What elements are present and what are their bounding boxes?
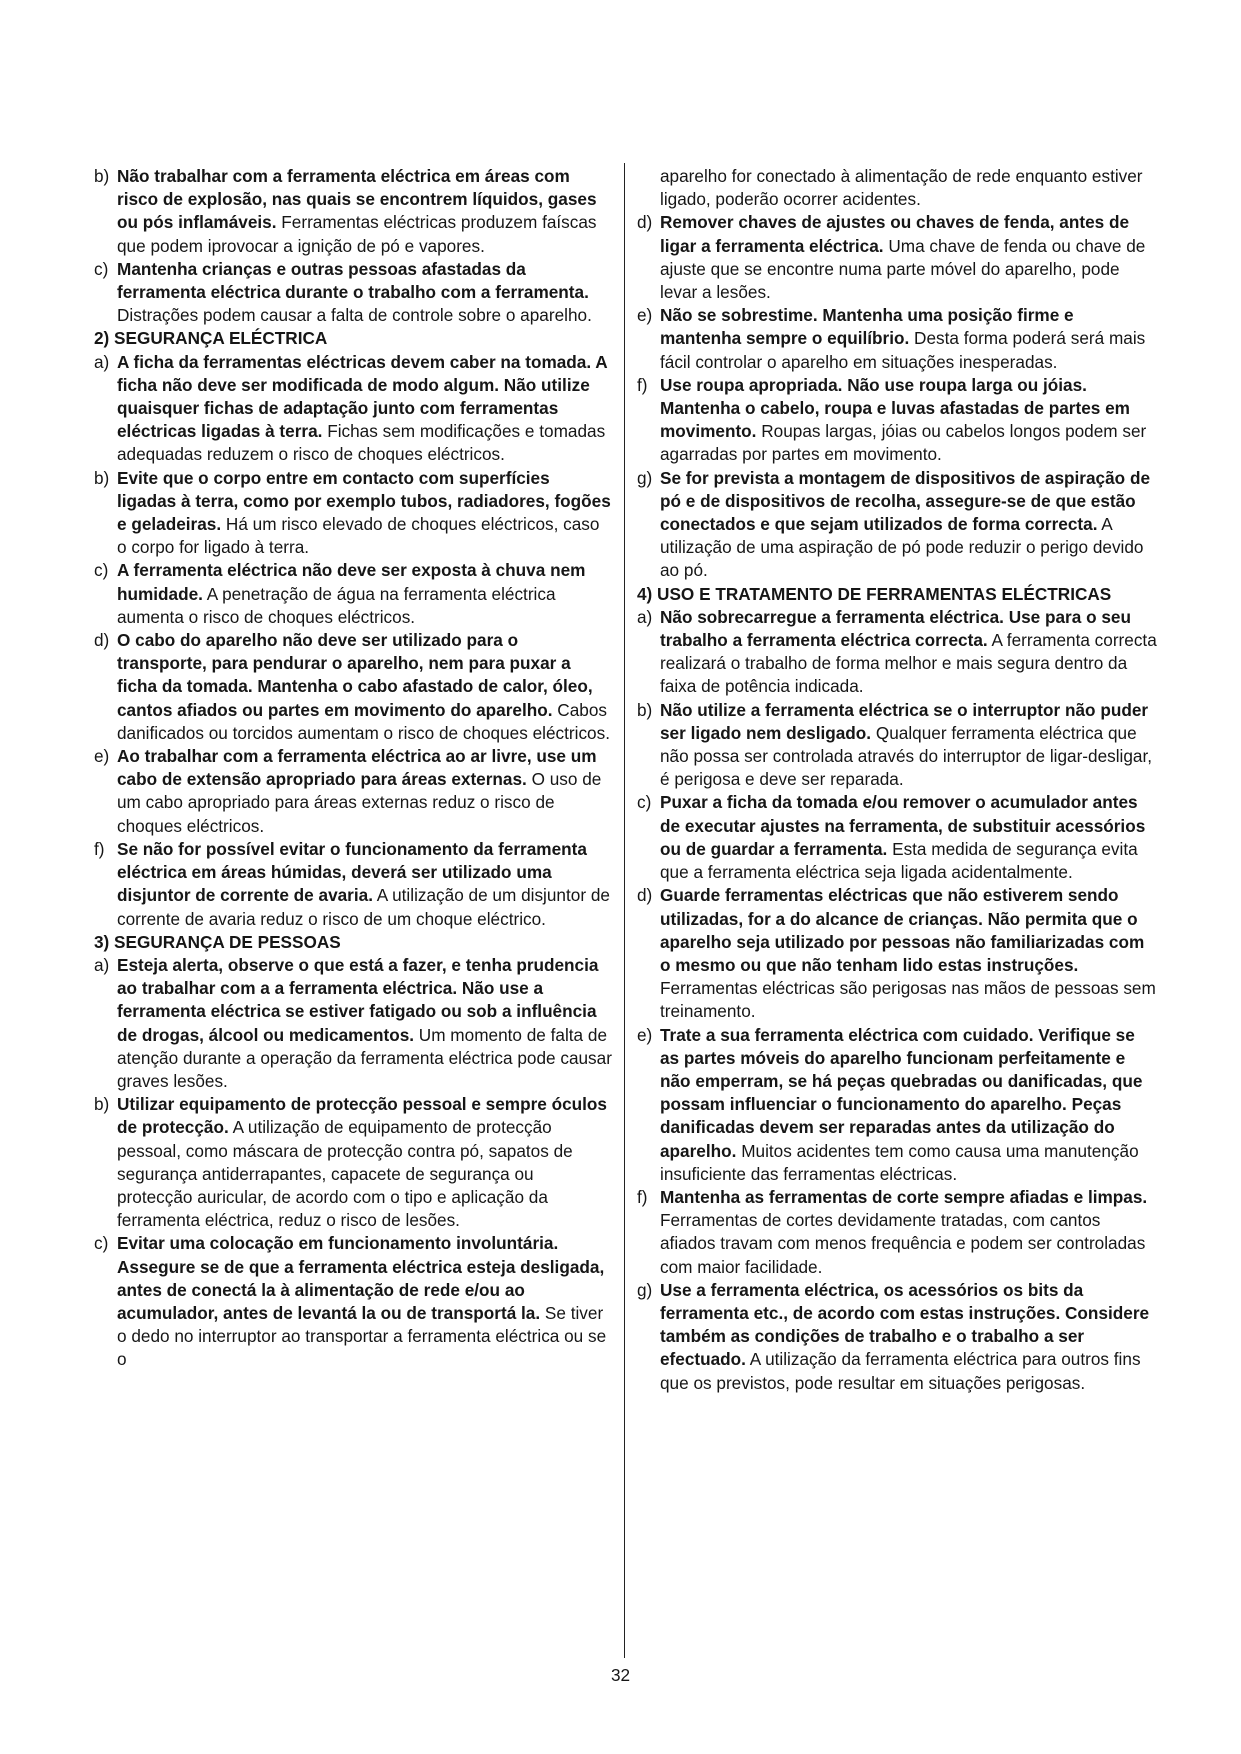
item-instruction: Remover chaves de ajustes ou chaves de fenda, antes de ligar a ferramenta eléctrica. <box>660 212 1130 256</box>
list-item <box>94 165 612 258</box>
item-explanation: Fichas sem modificações e tomadas adequadas reduzem o risco de choques eléctricos. <box>117 421 606 465</box>
item-instruction: A ficha da ferramentas eléctricas devem caber na tomada. A ficha não deve ser modificada de modo algum. Não utilize quaisquer fichas de adaptação junto com ferramentas eléctricas ligadas à terra. <box>117 351 608 442</box>
item-explanation: A utilização da ferramenta eléctrica para outros fins que os previstos, pode resultar em situações perigosas. <box>660 1349 1141 1393</box>
list-item <box>94 258 612 328</box>
list-item <box>637 791 1157 884</box>
list-item <box>637 374 1157 467</box>
item-instruction: Não se sobrestime. Mantenha uma posição firme e mantenha sempre o equilíbrio. <box>660 305 1074 349</box>
item-label: f) <box>94 838 105 859</box>
item-instruction: Utilizar equipamento de protecção pessoal e sempre óculos de protecção. <box>117 1094 607 1138</box>
list-item <box>637 1186 1157 1279</box>
list-item <box>637 884 1157 1023</box>
list-item <box>637 699 1157 792</box>
item-instruction: Use roupa apropriada. Não use roupa larga ou jóias. Mantenha o cabelo, roupa e luvas afastadas de partes em movimento. <box>660 374 1130 442</box>
item-explanation: A utilização de equipamento de protecção pessoal, como máscara de protecção contra pó, sapatos de segurança antiderrapantes, capacete de segurança ou protecção auricular, de acordo com o tipo e aplicação da ferramenta eléctrica, reduz o risco de lesões. <box>117 1117 573 1231</box>
item-label: a) <box>94 954 110 975</box>
item-label: c) <box>94 258 109 279</box>
list-item <box>94 467 612 560</box>
list-item <box>94 745 612 838</box>
item-instruction: Mantenha crianças e outras pessoas afastadas da ferramenta eléctrica durante o trabalho com a ferramenta. <box>117 258 589 303</box>
list-item <box>637 1279 1157 1395</box>
item-label: b) <box>637 699 653 720</box>
item-explanation: Distrações podem causar a falta de controle sobre o aparelho. <box>117 305 592 326</box>
item-explanation: Um momento de falta de atenção durante a operação da ferramenta eléctrica pode causar graves lesões. <box>117 1024 612 1091</box>
item-instruction: Esteja alerta, observe o que está a fazer, e tenha prudencia ao trabalhar com a a ferramenta eléctrica. Não use a ferramenta eléctrica se estiver fatigado ou sob a influência de drogas, álcool ou medicamentos. <box>117 954 599 1045</box>
item-explanation: Esta medida de segurança evita que a ferramenta eléctrica seja ligada acidentalmente. <box>660 838 1138 883</box>
list-item <box>94 1093 612 1232</box>
item-label: b) <box>94 1094 110 1115</box>
item-label: f) <box>637 1186 648 1207</box>
item-explanation: A penetração de água na ferramenta eléctrica aumenta o risco de choques eléctricos. <box>117 583 556 627</box>
item-label: a) <box>94 351 110 372</box>
item-explanation: Se tiver o dedo no interruptor ao transportar a ferramenta eléctrica ou se o <box>117 1302 607 1370</box>
list-item <box>94 954 612 1093</box>
item-explanation: Desta forma poderá será mais fácil controlar o aparelho em situações inesperadas. <box>660 328 1146 372</box>
item-instruction: Puxar a ficha da tomada e/ou remover o acumulador antes de executar ajustes na ferramenta, de substituir acessórios ou de guardar a ferramenta. <box>660 792 1146 859</box>
item-explanation: Cabos danificados ou torcidos aumentam o risco de choques eléctricos. <box>117 699 610 743</box>
continued-paragraph: aparelho for conectado à alimentação de rede enquanto estiver ligado, poderão ocorrer acidentes. <box>660 166 1143 210</box>
item-instruction: A ferramenta eléctrica não deve ser exposta à chuva nem humidade. <box>117 560 586 604</box>
item-explanation: Uma chave de fenda ou chave de ajuste que se encontre numa parte móvel do aparelho, pode levar a lesões. <box>660 235 1146 303</box>
item-label: b) <box>94 166 110 186</box>
item-instruction: Não utilize a ferramenta eléctrica se o interruptor não puder ser ligado nem desligado. <box>660 699 1149 743</box>
list-item <box>637 467 1157 583</box>
list-item <box>637 211 1157 304</box>
item-label: g) <box>637 467 653 488</box>
item-explanation: Muitos acidentes tem como causa uma manutenção insuficiente das ferramentas eléctricas. <box>660 1140 1139 1184</box>
list-item <box>94 559 612 629</box>
item-instruction: Use a ferramenta eléctrica, os acessórios os bits da ferramenta etc., de acordo com estas instruções. Considere também as condições de trabalho e o trabalho a ser efectuado. <box>660 1279 1150 1370</box>
item-instruction: Ao trabalhar com a ferramenta eléctrica ao ar livre, use um cabo de extensão apropriado para áreas externas. <box>117 746 597 790</box>
item-instruction: Não trabalhar com a ferramenta eléctrica em áreas com risco de explosão, nas quais se encontrem líquidos, gases ou pós inflamáveis. <box>117 166 597 233</box>
item-explanation: Ferramentas eléctricas são perigosas nas mãos de pessoas sem treinamento. <box>660 978 1156 1022</box>
item-explanation: A ferramenta correcta realizará o trabalho de forma melhor e mais segura dentro da faixa de potência indicada. <box>660 630 1157 697</box>
item-label: c) <box>637 792 652 813</box>
item-instruction: Evitar uma colocação em funcionamento involuntária. Assegure se de que a ferramenta eléctrica esteja desligada, antes de conectá la à alimentação de rede e/ou ao acumulador, antes de levantá la ou de transportá la. <box>117 1233 605 1323</box>
item-instruction: Mantenha as ferramentas de corte sempre afiadas e limpas. <box>660 1186 1148 1207</box>
item-label: c) <box>94 1233 109 1254</box>
section-heading: 4) USO E TRATAMENTO DE FERRAMENTAS ELÉCTRICAS <box>637 583 1112 604</box>
item-label: e) <box>637 1024 653 1045</box>
page-number: 32 <box>610 1665 631 1685</box>
item-explanation: Roupas largas, jóias ou cabelos longos podem ser agarradas por partes em movimento. <box>660 421 1147 465</box>
item-label: d) <box>94 630 110 651</box>
list-item <box>637 1024 1157 1186</box>
column-divider <box>624 163 625 1658</box>
item-explanation: Ferramentas eléctricas produzem faíscas que podem iprovocar a ignição de pó e vapores. <box>117 212 597 256</box>
list-item <box>637 304 1157 374</box>
item-explanation: Há um risco elevado de choques eléctricos, caso o corpo for ligado à terra. <box>117 514 600 558</box>
item-label: e) <box>94 746 110 767</box>
item-label: b) <box>94 467 110 488</box>
item-label: d) <box>637 885 653 906</box>
item-explanation: A utilização de uma aspiração de pó pode reduzir o perigo devido ao pó. <box>660 514 1144 581</box>
item-instruction: Trate a sua ferramenta eléctrica com cuidado. Verifique se as partes móveis do aparelho funcionam perfeitamente e não emperram, se há peças quebradas ou danificadas, que possam influenciar o funcionamento do aparelho. Peças danificadas devem ser reparadas antes da utilização do aparelho. <box>660 1024 1143 1161</box>
section-heading: 2) SEGURANÇA ELÉCTRICA <box>94 328 328 349</box>
list-item <box>94 1232 612 1371</box>
list-item <box>94 629 612 745</box>
item-label: e) <box>637 305 653 326</box>
list-item <box>637 606 1157 699</box>
item-instruction: Evite que o corpo entre em contacto com superfícies ligadas à terra, como por exemplo tubos, radiadores, fogões e geladeiras. <box>117 467 611 535</box>
item-label: c) <box>94 560 109 581</box>
item-label: a) <box>637 606 653 627</box>
item-label: f) <box>637 374 648 395</box>
item-explanation: Ferramentas de cortes devidamente tratadas, com cantos afiados travam com menos frequência e podem ser controladas com maior facilidade. <box>660 1210 1146 1277</box>
item-explanation: O uso de um cabo apropriado para áreas externas reduz o risco de choques eléctricos. <box>117 769 602 836</box>
list-item <box>94 351 612 467</box>
item-instruction: Se não for possível evitar o funcionamento da ferramenta eléctrica em áreas húmidas, deverá ser utilizado uma disjuntor de corrente de avaria. <box>117 838 587 906</box>
item-explanation: A utilização de um disjuntor de corrente de avaria reduz o risco de um choque eléctrico. <box>117 885 610 929</box>
right-column <box>637 165 1157 1395</box>
left-column <box>94 165 612 1372</box>
item-instruction: O cabo do aparelho não deve ser utilizado para o transporte, para pendurar o aparelho, nem para puxar a ficha da tomada. Mantenha o cabo afastado de calor, óleo, cantos afiados ou partes em movimento do aparelho. <box>117 630 593 720</box>
item-explanation: Qualquer ferramenta eléctrica que não possa ser controlada através do interruptor de ligar-desligar, é perigosa e deve ser reparada. <box>660 722 1153 790</box>
section-heading: 3) SEGURANÇA DE PESSOAS <box>94 931 341 952</box>
item-label: d) <box>637 212 653 233</box>
item-label: g) <box>637 1279 653 1300</box>
item-instruction: Não sobrecarregue a ferramenta eléctrica. Use para o seu trabalho a ferramenta eléctrica correcta. <box>660 606 1131 651</box>
item-instruction: Guarde ferramentas eléctricas que não estiverem sendo utilizadas, for a do alcance de crianças. Não permita que o aparelho seja utilizado por pessoas não familiarizadas com o mesmo ou que não tenham lido estas instruções. <box>660 885 1145 975</box>
list-item <box>94 838 612 931</box>
item-instruction: Se for prevista a montagem de dispositivos de aspiração de pó e de dispositivos de recolha, assegure-se de que estão conectados e que sejam utilizados de forma correcta. <box>660 467 1151 535</box>
